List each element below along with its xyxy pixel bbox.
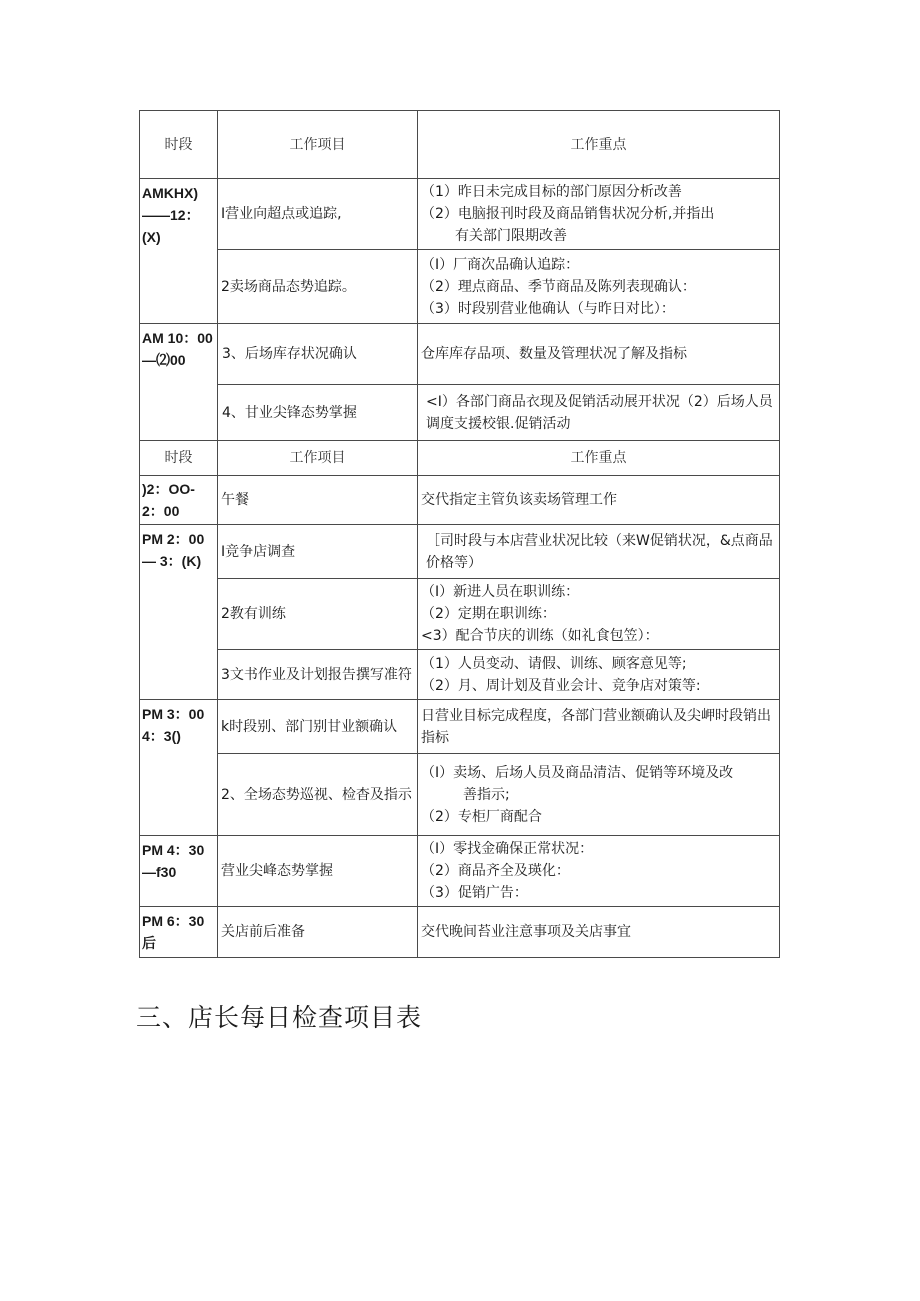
work-focus: ［司时段与本店营业状况比较（来W促销状况，&点商品价格等） bbox=[418, 525, 780, 579]
table-row bbox=[140, 754, 780, 836]
focus-point: （2）电脑报刊时段及商品销售状况分析,并指出 bbox=[421, 206, 715, 222]
table-header-row bbox=[140, 441, 780, 476]
table-row bbox=[140, 324, 780, 385]
focus-point: （I）卖场、后场人员及商品清洁、促销等环境及改 bbox=[421, 764, 734, 781]
work-item: 2、全场态势巡视、检杳及指示 bbox=[218, 754, 418, 836]
focus-point: （2）理点商品、季节商品及陈列表现确认： bbox=[421, 278, 696, 295]
work-item: I竞争店调查 bbox=[218, 525, 418, 579]
header-item: 工作项目 bbox=[218, 111, 418, 179]
focus-point: （I）新进人员在职训练： bbox=[421, 584, 580, 600]
focus-point: （2）定期在职训练： bbox=[421, 606, 556, 622]
work-focus: 交代晚间苔业注意事项及关店事宜 bbox=[418, 907, 780, 958]
work-item: k时段别、部门别甘业额确认 bbox=[218, 700, 418, 754]
work-item: 3、后场库存状况确认 bbox=[218, 324, 418, 385]
header-time: 时段 bbox=[140, 441, 218, 476]
work-focus bbox=[418, 650, 780, 700]
header-focus: 工作重点 bbox=[418, 111, 780, 179]
header-item: 工作项目 bbox=[218, 441, 418, 476]
work-item: 3文书作业及计划报告撰写准符 bbox=[218, 650, 418, 700]
work-item: 午餐 bbox=[218, 476, 418, 525]
time-slot: AMKHX)——12：(X) bbox=[140, 179, 218, 324]
work-focus: 仓库库存品项、数量及管理状况了解及指标 bbox=[418, 324, 780, 385]
work-focus: 交代指定主管负该卖场管理工作 bbox=[418, 476, 780, 525]
time-slot: AM 10：00—⑵00 bbox=[140, 324, 218, 441]
work-item: 4、甘业尖锋态势掌握 bbox=[218, 385, 418, 441]
work-item: 2教有训练 bbox=[218, 579, 418, 650]
work-item: 2卖场商品态势追踪。 bbox=[218, 250, 418, 324]
table-row bbox=[140, 700, 780, 754]
focus-point: （2）月、周计划及苜业会计、竞争店对策等: bbox=[421, 677, 701, 694]
table-row bbox=[140, 476, 780, 525]
work-focus bbox=[418, 179, 780, 250]
focus-point: （2）专柜厂商配合 bbox=[421, 808, 542, 825]
work-focus bbox=[418, 579, 780, 650]
focus-point: （3）时段别营业他确认（与昨日对比）： bbox=[421, 300, 675, 317]
focus-point: （I）厂商次品确认追踪： bbox=[421, 256, 580, 273]
header-focus: 工作重点 bbox=[418, 441, 780, 476]
time-slot: PM 4：30—f30 bbox=[140, 836, 218, 907]
section-heading: 三、店长每日检查项目表 bbox=[136, 1003, 423, 1032]
focus-point: （1）人员变动、请假、训练、顾客意见等; bbox=[421, 655, 687, 672]
time-slot: PM 2：00— 3：(K) bbox=[140, 525, 218, 700]
focus-point: 有关部门限期改善 bbox=[455, 228, 567, 244]
time-slot: )2：OO-2：00 bbox=[140, 476, 218, 525]
table-row bbox=[140, 650, 780, 700]
work-item: 营业尖峰态势掌握 bbox=[218, 836, 418, 907]
work-focus bbox=[418, 836, 780, 907]
focus-point: （I）零找金确保正常状况： bbox=[421, 841, 594, 857]
table-row bbox=[140, 179, 780, 250]
work-item: I营业向超点或追踪, bbox=[218, 179, 418, 250]
work-focus: <I）各部门商品衣现及促销活动展开状况（2）后场人员调度支援校银.促销活动 bbox=[418, 385, 780, 441]
focus-point: （2）商品齐全及瑛化： bbox=[421, 863, 570, 879]
table-row bbox=[140, 579, 780, 650]
time-slot: PM 6：30后 bbox=[140, 907, 218, 958]
table-row bbox=[140, 525, 780, 579]
table-row bbox=[140, 907, 780, 958]
table-row bbox=[140, 836, 780, 907]
focus-point: 善指示; bbox=[463, 786, 510, 803]
focus-point: （3）促销广告： bbox=[421, 885, 528, 901]
table-row bbox=[140, 385, 780, 441]
table-row bbox=[140, 250, 780, 324]
daily-schedule-table bbox=[139, 110, 780, 958]
focus-point: <3）配合节庆的训练（如礼食包笠）： bbox=[421, 628, 659, 644]
table-header-row bbox=[140, 111, 780, 179]
work-focus: 日营业目标完成程度，各部门营业额确认及尖岬时段销出指标 bbox=[418, 700, 780, 754]
time-slot: PM 3：00 4：3() bbox=[140, 700, 218, 836]
work-focus bbox=[418, 754, 780, 836]
focus-point: （1）昨日未完成目标的部门原因分析改善 bbox=[421, 184, 682, 200]
header-time: 时段 bbox=[140, 111, 218, 179]
work-item: 关店前后准备 bbox=[218, 907, 418, 958]
work-focus bbox=[418, 250, 780, 324]
